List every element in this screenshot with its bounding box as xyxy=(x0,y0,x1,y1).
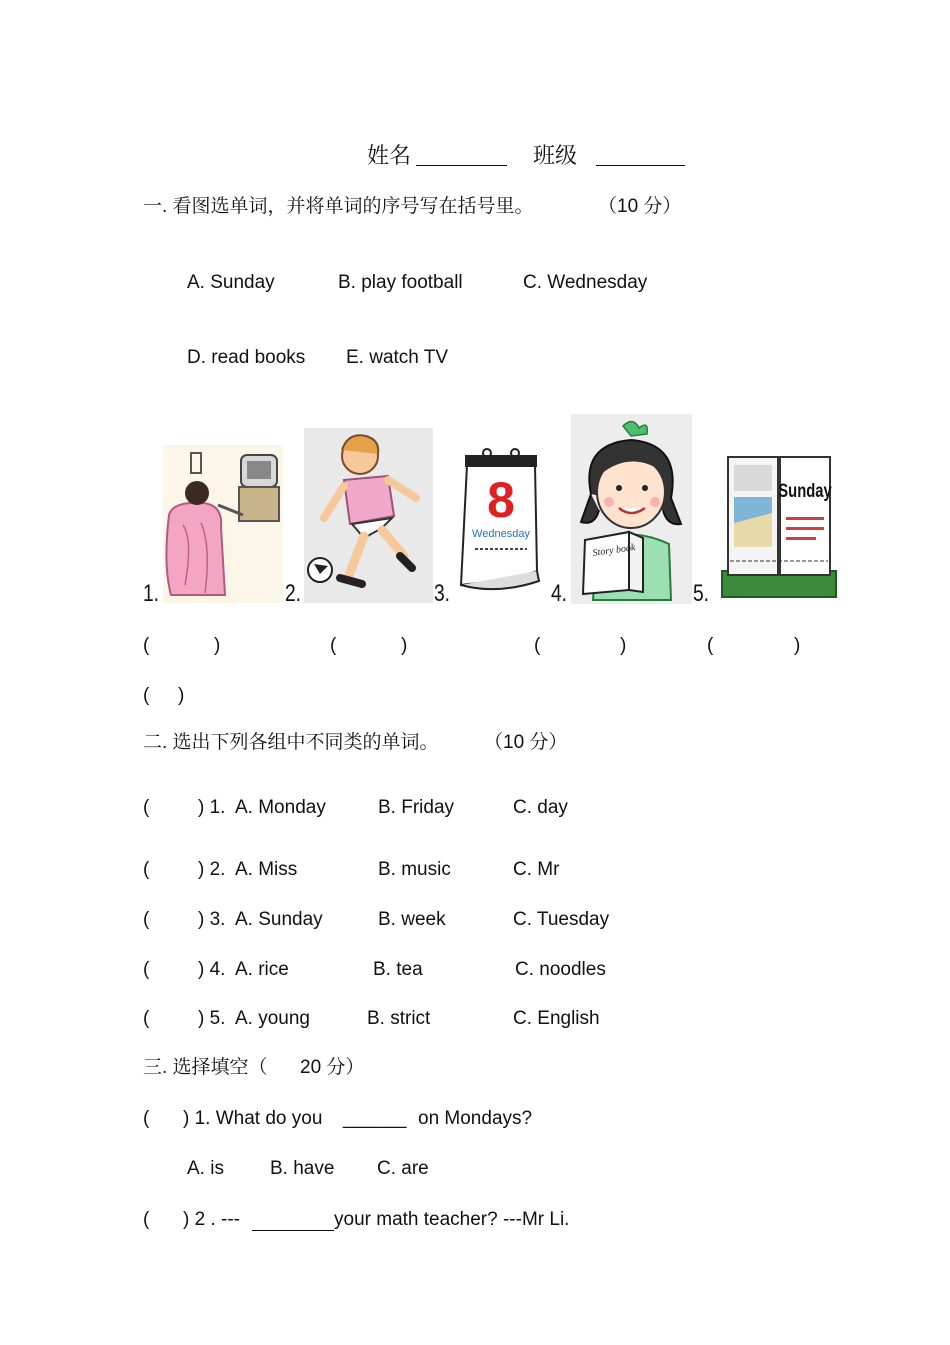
choice-b: B. tea xyxy=(373,959,423,980)
watch-tv-picture xyxy=(163,445,283,603)
section2-title: 二. 选出下列各组中不同类的单词。 xyxy=(143,732,439,753)
option-c: C. Wednesday xyxy=(523,272,648,293)
choice-a: A. Monday xyxy=(235,797,326,818)
choice-b: B. music xyxy=(378,859,451,880)
read-books-picture xyxy=(571,414,692,604)
answer-bracket-2[interactable]: ( ) xyxy=(330,635,408,656)
option-a: A. Sunday xyxy=(187,272,275,293)
name-label: 姓名 xyxy=(367,143,412,168)
section1-title: 一. 看图选单词，并将单词的序号写在括号里。 xyxy=(143,196,534,217)
choice-b: B. week xyxy=(378,909,446,930)
choice-a: A. rice xyxy=(235,959,289,980)
q1-option-a: A. is xyxy=(187,1158,224,1179)
choice-c: C. noodles xyxy=(515,959,606,980)
q2-blank[interactable] xyxy=(252,1228,334,1231)
choice-b: B. Friday xyxy=(378,797,455,818)
answer-paren-open[interactable]: ( xyxy=(143,959,150,980)
choice-c: C. Tuesday xyxy=(513,909,610,930)
item-number: ) 4. xyxy=(198,959,226,980)
answer-paren-open[interactable]: ( xyxy=(143,859,150,880)
answer-bracket-4[interactable]: ( ) xyxy=(707,635,801,656)
section2-score: （10 分） xyxy=(484,732,568,753)
section3-title: 三. 选择填空（ xyxy=(143,1057,268,1078)
play-football-picture xyxy=(304,428,433,603)
answer-bracket-5[interactable]: ( ) xyxy=(143,685,185,706)
class-blank[interactable] xyxy=(596,163,685,166)
answer-bracket-1[interactable]: ( ) xyxy=(143,635,221,656)
item-number: ) 3. xyxy=(198,909,226,930)
section3-score: 20 分） xyxy=(300,1057,365,1078)
item-number: ) 1. xyxy=(198,797,226,818)
option-d: D. read books xyxy=(187,347,306,368)
picture-number-2: 2. xyxy=(285,580,302,607)
q1-text-after: on Mondays? xyxy=(418,1108,533,1129)
option-e: E. watch TV xyxy=(346,347,449,368)
picture-number-5: 5. xyxy=(693,580,710,607)
name-blank[interactable] xyxy=(416,163,507,166)
q2-text-before: ) 2 . --- xyxy=(183,1209,240,1230)
q1-blank[interactable]: ______ xyxy=(343,1108,407,1129)
calendar-weekday: Wednesday xyxy=(472,528,530,540)
class-label: 班级 xyxy=(533,143,578,168)
answer-paren-open[interactable]: ( xyxy=(143,797,150,818)
picture-number-3: 3. xyxy=(434,580,451,607)
q1-text-before: ) 1. What do you xyxy=(183,1108,323,1129)
q2-paren-open[interactable]: ( xyxy=(143,1209,150,1230)
newspaper-title: Sunday xyxy=(778,480,832,502)
picture-number-4: 4. xyxy=(551,580,568,607)
q1-option-b: B. have xyxy=(270,1158,335,1179)
section1-score: （10 分） xyxy=(598,196,682,217)
choice-a: A. Sunday xyxy=(235,909,323,930)
picture-number-1: 1. xyxy=(143,580,160,607)
q1-option-c: C. are xyxy=(377,1158,429,1179)
item-number: ) 2. xyxy=(198,859,226,880)
choice-b: B. strict xyxy=(367,1008,431,1029)
answer-bracket-3[interactable]: ( ) xyxy=(534,635,627,656)
choice-a: A. Miss xyxy=(235,859,298,880)
item-number: ) 5. xyxy=(198,1008,226,1029)
choice-a: A. young xyxy=(235,1008,310,1029)
calendar-day: 8 xyxy=(487,472,515,528)
choice-c: C. English xyxy=(513,1008,600,1029)
choice-c: C. day xyxy=(513,797,568,818)
calendar-picture xyxy=(457,445,545,595)
choice-c: C. Mr xyxy=(513,859,560,880)
sunday-newspaper-picture xyxy=(720,453,838,601)
q1-paren-open[interactable]: ( xyxy=(143,1108,150,1129)
answer-paren-open[interactable]: ( xyxy=(143,1008,150,1029)
answer-paren-open[interactable]: ( xyxy=(143,909,150,930)
q2-text-after: your math teacher? ---Mr Li. xyxy=(334,1209,570,1230)
book-cover-text: Story book xyxy=(591,542,637,559)
option-b: B. play football xyxy=(338,272,463,293)
